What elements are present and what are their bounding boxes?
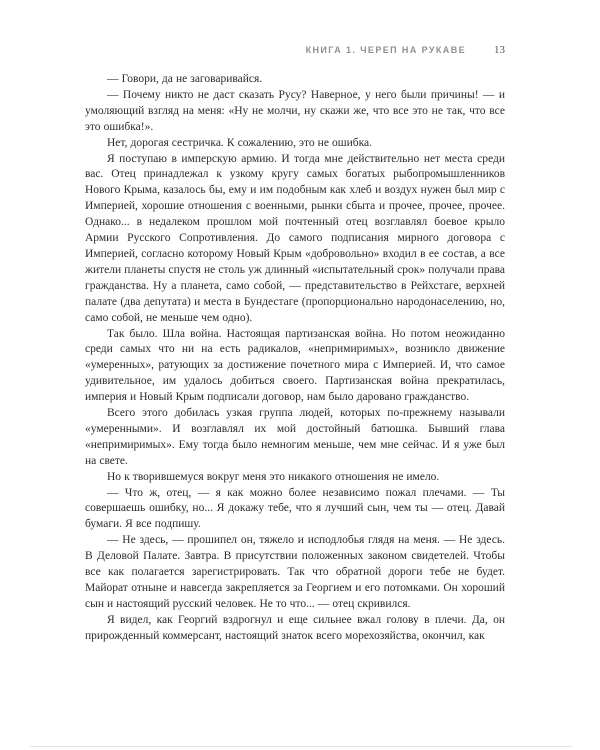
paragraph: Я поступаю в имперскую армию. И тогда мне действительно нет места среди вас. Отец принадлежал к узкому кругу самых богатых рыбопромышленников Нового Крыма, казалось бы, ему и им подобным как хлеб и воздух нужен был мир с Империей, хорошие отношения с военными, рынки сбыта и прочее, прочее, прочее. Однако... в недалеком прошлом мой почтенный отец возглавлял боевое крыло Армии Русского Сопротивления. До самого подписания мирного договора с Империей, согласно которому Новый Крым «добровольно» входил в ее состав, а все жители планеты спустя не столь уж длинный «испытательный срок» получали права гражданства. Ну а планета, само собой, — представительство в Рейхстаге, верхней палате (два депутата) и места в Бундестаге (пропорционально народонаселению, но, само собой, не меньше чем одно). [85,152,505,324]
paragraph: Но к творившемуся вокруг меня это никакого отношения не имело. [107,470,440,483]
page-number: 13 [494,44,505,56]
paragraph: — Что ж, отец, — я как можно более независимо пожал плечами. — Ты совершаешь ошибку, но... Я докажу тебе, что я лучший сын, чем ты — отец. Давай бумаги. Я все подпишу. [85,486,505,531]
paragraph: Всего этого добилась узкая группа людей, которых по-прежнему называли «умеренными». И возглавлял их мой достойный батюшка. Бывший глава «непримиримых». Ему тогда было немногим меньше, чем мне сейчас. И я уже был на свете. [85,407,505,467]
paragraph: Нет, дорогая сестричка. К сожалению, это не ошибка. [107,136,372,149]
running-header [85,44,505,56]
page-bottom-edge [30,746,572,747]
paragraph: — Не здесь, — прошипел он, тяжело и исподлобья глядя на меня. — Не здесь. В Деловой Палате. Завтра. В присутствии положенных законом свидетелей. Чтобы все как полагается зарегистрировать. Так что обратной дороги тебе не будет. Майорат отныне и навсегда закрепляется за Георгием и его потомками. Он хороший сын и настоящий русский человек. Не то что... — отец скривился. [85,534,505,610]
paragraph: Так было. Шла война. Настоящая партизанская война. Но потом неожиданно среди самых что ни на есть радикалов, «непримиримых», возникло движение «умеренных», ратующих за достижение почетного мира с Империей. И, что самое удивительное, им удалось добиться своего. Партизанская война прекратилась, империя и Новый Крым подписали договор, нам было даровано гражданство. [85,327,505,404]
paragraph: — Почему никто не даст сказать Русу? Наверное, у него были причины! — и умоляющий взгляд на меня: «Ну не молчи, ну скажи же, что все это не так, что все это ошибка!». [85,88,505,133]
page-text [85,72,505,645]
chapter-title: КНИГА 1. ЧЕРЕП НА РУКАВЕ [305,45,466,55]
paragraph: — Говори, да не заговаривайся. [107,73,263,85]
paragraph: Я видел, как Георгий вздрогнул и еще сильнее вжал голову в плечи. Да, он прирожденный коммерсант, настоящий знаток всего морехозяйства, окончил, как [85,613,505,642]
